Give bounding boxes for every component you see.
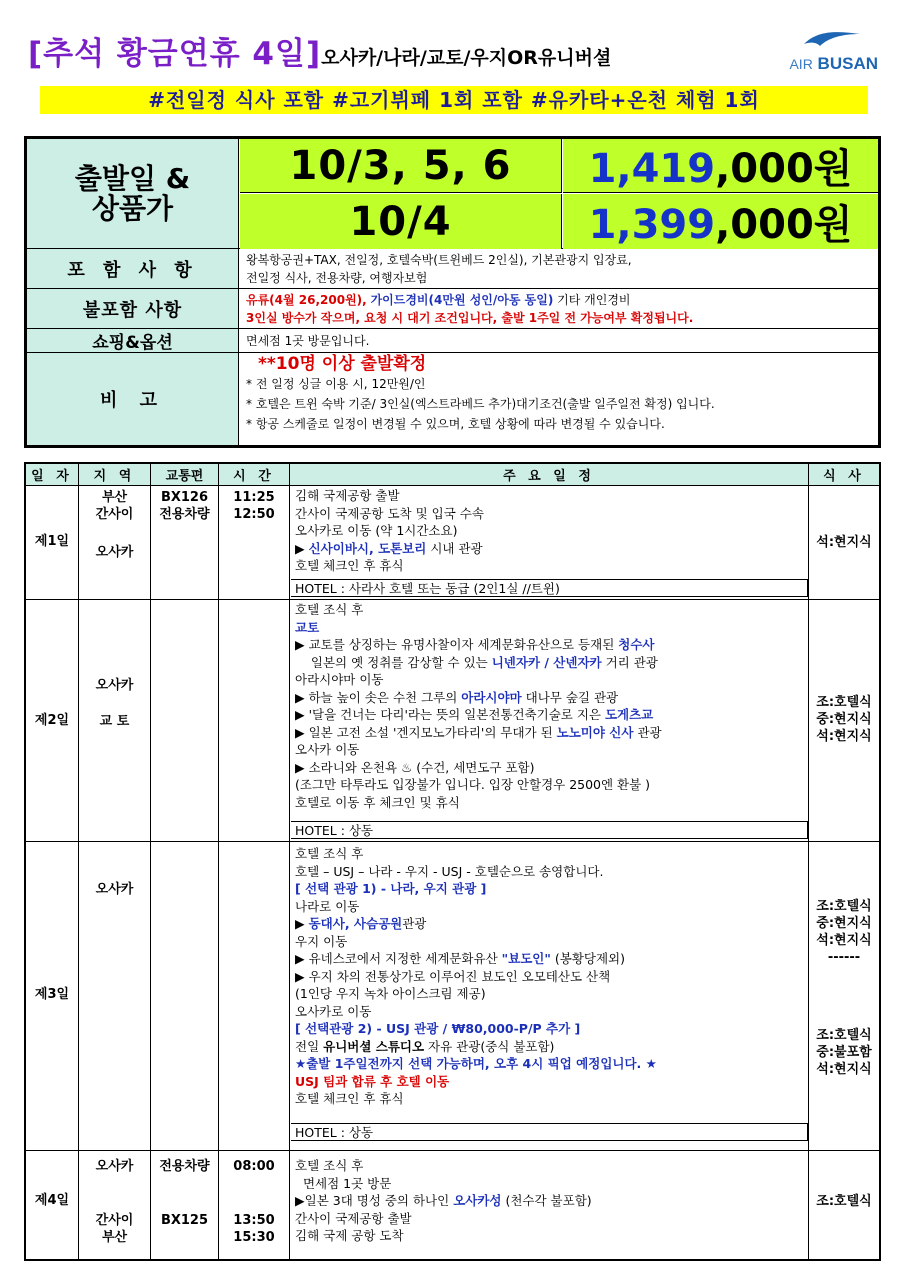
day4-transport-2: BX125 (160, 1213, 209, 1228)
price-row (27, 139, 878, 249)
title (28, 28, 611, 72)
price-1: 1,419,000원 (563, 139, 878, 193)
day4-label: 제4일 (34, 1193, 70, 1208)
shopping-row (27, 329, 878, 353)
price-2: 1,399,000원 (563, 194, 878, 249)
day1-hotel: HOTEL : 사라사 호텔 또는 동급 (2인1실 //트윈) (291, 579, 808, 597)
remarks-label: 비 고 (27, 353, 239, 445)
hdr-itinerary: 주 요 일 정 (290, 464, 808, 485)
included-label: 포 함 사 항 (27, 249, 239, 288)
schedule-table (24, 462, 881, 1261)
day1-label: 제1일 (34, 534, 70, 549)
excluded-row (27, 289, 878, 329)
day4-region-1: 오사카 (95, 1159, 134, 1174)
remarks-content: **10명 이상 출발확정 * 전 일정 싱글 이용 시, 12만원/인 * 호텔은 트윈 숙박 기준/ 3인실(엑스트라베드 추가)대기조건(출발 일주일전 확정) 입니다. * 항공 스케줄로 일정이 변경될 수 있으며, 호텔 상황에 따라 변경될 수 있습니다. (246, 354, 715, 431)
day2-region-2: 교 토 (99, 714, 130, 729)
price-label: 출발일 & 상품가 (27, 139, 239, 248)
day2-label: 제2일 (34, 713, 70, 728)
title-main: [추석 황금연휴 4일] (28, 36, 322, 72)
page-header (28, 28, 878, 72)
included-row (27, 249, 878, 289)
included-content: 왕복항공권+TAX, 전일정, 호텔숙박(트윈베드 2인실), 기본관광지 입장료, 전일정 식사, 전용차량, 여행자보험 (246, 253, 632, 285)
hdr-time: 시 간 (219, 464, 289, 485)
day4-time-3: 15:30 (233, 1230, 275, 1245)
air-busan-logo (776, 34, 878, 74)
highlight-banner: #전일정 식사 포함 #고기뷔페 1회 포함 #유카타+온천 체험 1회 (40, 86, 868, 114)
day4-region-3: 부산 (101, 1230, 128, 1245)
day2-hotel: HOTEL : 상동 (291, 821, 808, 839)
day2-region-1: 오사카 (95, 678, 134, 693)
day1-transport-1: BX126 (160, 490, 209, 505)
day3-itinerary: 호텔 조식 후 호텔 – USJ – 나라 - 우지 - USJ - 호텔순으로 송영합니다. [ 선택 관광 1) - 나라, 우지 관광 ] 나라로 이동 ▶ 동대사, 사슴공원관광 우지 이동 ▶ 유네스코에서 지정한 세계문화유산 "뵤도인" (봉황당제외) ▶ 우지 차의 전통상가로 이루어진 뵤도인 오모테산도 산책 (1인당 우지 녹차 아이스크림 제공) 오사카로 이동 [ 선택관광 2) - USJ 관광 / ₩80,000-P/P 추가 ] 전일 유니버셜 스튜디오 자유 관광(중식 불포함) ★출발 1주일전까지 선택 가능하며, 오후 4시 픽업 예정입니다. ★ USJ 팀과 합류 후 호텔 이동 호텔 체크인 후 휴식 (295, 846, 657, 1106)
day2-meal: 조:호텔식 중:현지식 석:현지식 (816, 695, 872, 744)
day1-region-2: 간사이 (95, 507, 134, 522)
hdr-transport: 교통편 (151, 464, 218, 485)
day3-meal-b: 조:호텔식 중:불포함 석:현지식 (816, 1028, 872, 1077)
day3-label: 제3일 (34, 987, 70, 1002)
day4-itinerary: 호텔 조식 후 면세점 1곳 방문 ▶일본 3대 명성 중의 하나인 오사카성 (천수각 불포함) 간사이 국제공항 출발 김해 국제 공항 도착 (295, 1158, 592, 1243)
day1-region-1: 부산 (101, 490, 128, 505)
day3-hotel: HOTEL : 상동 (291, 1123, 808, 1141)
shopping-label: 쇼핑&옵션 (27, 329, 239, 352)
day1-region-3: 오사카 (95, 545, 134, 560)
hdr-region: 지 역 (79, 464, 150, 485)
title-sub: 오사카/나라/교토/우지OR유니버셜 (321, 47, 612, 69)
excluded-content: 유류(4월 26,200원), 가이드경비(4만원 성인/아동 동일) 기타 개인경비 3인실 방수가 작으며, 요청 시 대기 조건입니다, 출발 1주일 전 가능여부 확정됩니다. (246, 293, 694, 325)
day4-region-2: 간사이 (95, 1213, 134, 1228)
dates-2: 10/4 (240, 194, 562, 249)
bird-logo-icon (802, 28, 862, 50)
logo-air: AIR (789, 56, 813, 72)
shopping-content: 면세점 1곳 방문입니다. (246, 334, 370, 348)
dates-1: 10/3, 5, 6 (240, 139, 562, 193)
day3-region-1: 오사카 (95, 882, 134, 897)
arrow-icon: ▶ (295, 540, 309, 556)
day3-meal-a: 조:호텔식 중:현지식 석:현지식 ------ (816, 899, 872, 965)
day1-meal: 석:현지식 (816, 535, 872, 550)
day1-time-1: 11:25 (233, 490, 275, 505)
day2-itinerary: 호텔 조식 후 교토 ▶ 교토를 상징하는 유명사찰이자 세계문화유산으로 등재된 청수사 일본의 옛 정취를 감상할 수 있는 니넨자카 / 산넨자카 거리 관광 아라시야마 이동 ▶ 하늘 높이 솟은 수천 그루의 아라시야마 대나무 숲길 관광 ▶ '달을 건너는 다리'라는 뜻의 일본전통건축기술로 지은 도게츠교 ▶ 일본 고전 소설 '겐지모노가타리'의 무대가 된 노노미야 신사 관광 오사카 이동 ▶ 소라니와 온천욕 ♨ (수건, 세면도구 포함) (조그만 타투라도 입장불가 입니다. 입장 안할경우 2500엔 환불 ) 호텔로 이동 후 체크인 및 휴식 (295, 602, 662, 810)
excluded-label: 불포함 사항 (27, 289, 239, 328)
remarks-row (27, 353, 878, 445)
day1-transport-2: 전용차량 (159, 507, 210, 522)
logo-busan: BUSAN (817, 54, 878, 73)
hdr-meal: 식 사 (809, 464, 879, 485)
hdr-day: 일 자 (26, 464, 78, 485)
day1-itinerary: 김해 국제공항 출발 간사이 국제공항 도착 및 입국 수속 오사카로 이동 (약 1시간소요) ▶ 신사이바시, 도톤보리 시내 관광 호텔 체크인 후 휴식 (295, 488, 484, 573)
day1-time-2: 12:50 (233, 507, 275, 522)
day4-time-2: 13:50 (233, 1213, 275, 1228)
day4-time-1: 08:00 (233, 1159, 275, 1174)
day4-transport-1: 전용차량 (159, 1159, 210, 1174)
info-table (24, 136, 881, 448)
day4-meal: 조:호텔식 (816, 1194, 872, 1209)
